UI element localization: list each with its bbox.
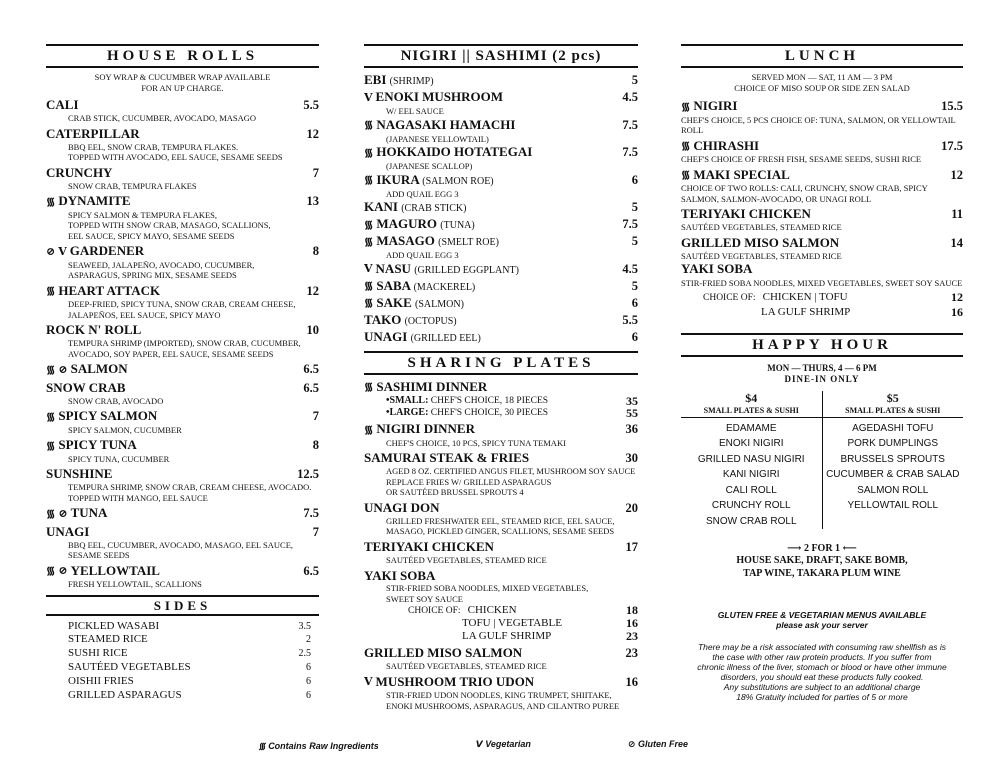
- item-name: SAMURAI STEAK & FRIES: [364, 450, 530, 466]
- option-row: [681, 291, 963, 304]
- happy-hour-item: EDAMAME: [725, 422, 777, 434]
- option-price: 12: [951, 289, 963, 304]
- menu-item: [364, 278, 638, 295]
- side-row: [46, 661, 319, 675]
- item-price: 20: [625, 500, 638, 515]
- vegetarian-icon: Ⅴ: [58, 245, 67, 258]
- side-name: OISHII FRIES: [68, 674, 134, 687]
- option-row: [364, 617, 638, 630]
- menu-item: [46, 466, 319, 503]
- menu-item: [46, 243, 319, 281]
- gluten-free-icon: ⊘: [58, 565, 68, 578]
- house-rolls-note: SOY WRAP & CUCUMBER WRAP AVAILABLE FOR AN UP CHARGE.: [94, 72, 271, 93]
- item-desc: BBQ EEL, SNOW CRAB, TEMPURA FLAKES. TOPPED WITH AVOCADO, EEL SAUCE, SESAME SEEDS: [68, 141, 283, 162]
- option-name: CHICKEN | TOFU: [762, 290, 848, 303]
- lunch-heading: LUNCH: [681, 44, 963, 68]
- side-row: [46, 647, 319, 661]
- item-name: EBI: [364, 72, 387, 87]
- raw-fish-icon: ᯾: [681, 140, 691, 153]
- item-price: 5: [631, 73, 638, 87]
- vegetarian-icon: Ⅴ: [364, 676, 373, 689]
- raw-fish-icon: ᯾: [46, 507, 56, 520]
- item-name: KANI: [364, 199, 398, 214]
- item-price: 4.5: [622, 90, 638, 104]
- two-for-one: [681, 543, 963, 554]
- item-name: ENOKI MUSHROOM: [375, 89, 504, 104]
- menu-item: [364, 72, 638, 89]
- raw-fish-icon: ᯾: [364, 297, 374, 310]
- menu-item: [364, 450, 638, 498]
- item-desc: STIR-FRIED SOBA NOODLES, MIXED VEGETABLES, SWEET SOY SAUCE: [681, 278, 963, 289]
- item-name: SPICY SALMON: [58, 408, 158, 424]
- option-price: 18: [626, 603, 638, 618]
- raw-fish-icon: ᯾: [46, 565, 56, 578]
- happy-hour-item: YELLOWTAIL ROLL: [847, 500, 939, 512]
- item-price: 5: [631, 234, 638, 248]
- sashimi-dinner-item: [364, 379, 638, 420]
- item-desc: SNOW CRAB, TEMPURA FLAKES: [68, 180, 197, 191]
- menu-item: [364, 144, 638, 172]
- raw-fish-icon: ᯾: [364, 235, 374, 248]
- item-name: MUSHROOM TRIO UDON: [375, 673, 535, 689]
- item-price: 12: [950, 167, 963, 182]
- item-desc: CHEF'S CHOICE OF FRESH FISH, SESAME SEEDS, SUSHI RICE: [681, 154, 922, 165]
- menu-item: [364, 329, 638, 346]
- menu-item: [364, 674, 638, 712]
- side-price: 6: [306, 675, 311, 687]
- item-price: 14: [950, 235, 963, 250]
- menu-item: [46, 361, 319, 378]
- item-subtitle: (SALMON ROE): [422, 175, 494, 187]
- lunch-note: SERVED MON — SAT, 11 AM — 3 PM CHOICE OF MISO SOUP OR SIDE ZEN SALAD: [734, 72, 910, 93]
- menu-item: [681, 206, 963, 233]
- item-name: SAKE: [376, 294, 412, 310]
- raw-disclaimer: There may be a risk associated with consuming raw shellfish as is the case with other raw protein products. If you suffer from chronic illness of the liver, stomach or blood or have other immune disorders, you should eat these products fully cooked. Any substitutions are subject to an additional charge 18% Gratuity included for parties of 5 or more: [697, 642, 947, 703]
- item-name: YELLOWTAIL: [70, 562, 160, 578]
- item-price: 7.5: [303, 506, 319, 521]
- side-name: SAUTÉED VEGETABLES: [68, 661, 191, 674]
- item-desc: TEMPURA SHRIMP (IMPORTED), SNOW CRAB, CUCUMBER, AVOCADO, SOY PAPER, EEL SAUCE, SESAME SEEDS: [68, 338, 301, 359]
- item-name: SABA: [376, 277, 411, 293]
- item-name: SPICY TUNA: [58, 437, 137, 453]
- gluten-free-icon: ⊘: [58, 363, 68, 376]
- happy-hour-item: CUCUMBER & CRAB SALAD: [826, 469, 960, 481]
- menu-item: [364, 539, 638, 566]
- item-desc: FRESH YELLOWTAIL, SCALLIONS: [68, 579, 202, 590]
- menu-item: [46, 126, 319, 163]
- raw-fish-icon: ᯾: [46, 285, 56, 298]
- menu-item: [681, 167, 963, 205]
- menu-item: [364, 89, 638, 117]
- item-desc: SAUTÉED VEGETABLES, STEAMED RICE: [386, 661, 547, 672]
- item-subtitle: (SALMON): [415, 298, 464, 310]
- menu-item: [364, 645, 638, 672]
- item-price: 6.5: [303, 563, 319, 578]
- item-price: 7: [312, 409, 319, 424]
- item-name: MASAGO: [376, 233, 435, 248]
- price-tier: $5: [886, 390, 899, 405]
- option-price: 16: [951, 304, 963, 319]
- happy-hour-item: CRUNCHY ROLL: [711, 500, 791, 512]
- item-price: 6.5: [303, 380, 319, 395]
- item-name: GRILLED MISO SALMON: [681, 234, 840, 250]
- item-price: 12.5: [297, 467, 319, 482]
- option-name: CHICKEN: [467, 604, 517, 617]
- item-name: NIGIRI: [693, 98, 738, 113]
- item-name: YAKI SOBA: [364, 568, 436, 584]
- menu-item: [364, 295, 638, 312]
- item-subtitle: (OCTOPUS): [404, 315, 457, 327]
- item-name: MAKI SPECIAL: [693, 166, 790, 182]
- raw-fish-icon: ᯾: [681, 100, 691, 113]
- item-name: DYNAMITE: [58, 193, 131, 208]
- lunch-list: [681, 98, 963, 261]
- happy-hour-menu: [681, 391, 963, 530]
- option-name: LA GULF SHRIMP: [462, 630, 552, 643]
- happy-hour-item: BRUSSELS SPROUTS: [840, 453, 945, 465]
- item-desc: CHOICE OF TWO ROLLS: CALI, CRUNCHY, SNOW CRAB, SPICY SALMON, SALMON-AVOCADO, OR UNAGI ROLL: [681, 183, 928, 204]
- house-rolls-heading: HOUSE ROLLS: [46, 44, 319, 68]
- nigiri-heading: NIGIRI || SASHIMI (2 pcs): [364, 44, 638, 68]
- item-name: IKURA: [376, 171, 419, 187]
- side-name: SUSHI RICE: [68, 647, 128, 660]
- item-price: 7.5: [622, 217, 638, 231]
- size-desc: CHEF'S CHOICE, 18 PIECES: [430, 396, 549, 407]
- item-price: 11: [951, 207, 963, 222]
- happy-hour-item: PORK DUMPLINGS: [847, 438, 939, 450]
- item-desc: STIR-FRIED SOBA NOODLES, MIXED VEGETABLES, SWEET SOY SAUCE: [386, 583, 589, 604]
- menu-item: [364, 312, 638, 329]
- menu-item: [46, 322, 319, 359]
- item-desc: CRAB STICK, CUCUMBER, AVOCADO, MASAGO: [68, 113, 257, 123]
- raw-fish-icon: ᯾: [364, 146, 374, 159]
- side-price: 6: [306, 662, 311, 674]
- item-desc: W/ EEL SAUCE: [386, 106, 444, 116]
- item-name: HOKKAIDO HOTATEGAI: [376, 144, 533, 159]
- item-price: 7.5: [622, 145, 638, 159]
- happy-hour-item: ENOKI NIGIRI: [719, 438, 784, 450]
- house-rolls-list: [46, 97, 319, 590]
- gluten-free-icon: ⊘: [46, 245, 56, 258]
- menu-item: [364, 421, 638, 448]
- menu-item: [681, 235, 963, 262]
- menu-item: [364, 216, 638, 233]
- gluten-free-icon: ⊘: [58, 507, 68, 520]
- item-price: 10: [306, 323, 319, 338]
- sides-table: [46, 620, 319, 703]
- item-desc: TEMPURA SHRIMP, SNOW CRAB, CREAM CHEESE, AVOCADO. TOPPED WITH MANGO, EEL SAUCE: [68, 482, 312, 503]
- sharing-heading: SHARING PLATES: [364, 351, 638, 375]
- item-price: 17.5: [941, 138, 963, 153]
- menu-item: [681, 98, 963, 136]
- item-price: 30: [625, 451, 638, 466]
- item-price: 7.5: [622, 117, 638, 132]
- item-desc: SAUTÉED VEGETABLES, STEAMED RICE: [386, 554, 547, 565]
- happy-hour-heading: HAPPY HOUR: [681, 333, 963, 357]
- item-price: 8: [312, 244, 319, 259]
- menu-item: [46, 563, 319, 590]
- yaki-soba-item: [364, 568, 638, 643]
- item-name: NIGIRI DINNER: [376, 421, 475, 437]
- side-name: GRILLED ASPARAGUS: [68, 688, 182, 701]
- item-name: SUNSHINE: [46, 466, 113, 482]
- side-row: [46, 675, 319, 689]
- item-price: 5.5: [303, 98, 319, 112]
- item-name: HEART ATTACK: [58, 282, 161, 298]
- side-row: [46, 689, 319, 703]
- item-name: MAGURO: [376, 216, 438, 231]
- lunch-column: [681, 44, 963, 702]
- side-price: 2: [306, 634, 311, 646]
- menu-item: [46, 437, 319, 464]
- gluten-free-icon: ⊘: [627, 739, 636, 749]
- menu-item: [364, 199, 638, 216]
- item-name: ROCK N' ROLL: [46, 322, 142, 338]
- size-label: •SMALL:: [386, 395, 429, 407]
- item-desc: BBQ EEL, CUCUMBER, AVOCADO, MASAGO, EEL SAUCE, SESAME SEEDS: [68, 539, 294, 561]
- item-price: 8: [312, 438, 319, 453]
- item-name: TERIYAKI CHICKEN: [681, 206, 811, 222]
- nigiri-column: [364, 44, 638, 711]
- menu-item: [46, 283, 319, 321]
- item-price: 12: [306, 283, 319, 298]
- arrow-left-icon: ⟵: [842, 543, 857, 555]
- side-price: 3.5: [298, 620, 311, 632]
- menu-item: [364, 500, 638, 537]
- two-for-one-label: 2 FOR 1: [803, 543, 841, 555]
- raw-fish-icon: ᯾: [364, 280, 374, 293]
- raw-fish-icon: ᯾: [364, 381, 374, 394]
- happy-hour-item: CALI ROLL: [725, 484, 777, 496]
- raw-fish-icon: ᯾: [364, 174, 374, 187]
- item-name: CATERPILLAR: [46, 125, 140, 141]
- option-name: LA GULF SHRIMP: [761, 305, 851, 318]
- item-price: 15.5: [941, 99, 963, 113]
- item-price: 55: [626, 406, 638, 421]
- item-name: UNAGI DON: [364, 499, 440, 515]
- option-row: [364, 630, 638, 643]
- vegetarian-icon: Ⅴ: [364, 263, 373, 276]
- menu-item: [681, 138, 963, 165]
- item-desc: (JAPANESE SCALLOP): [386, 161, 473, 171]
- menu-item: [46, 505, 319, 522]
- item-price: 7: [312, 165, 319, 180]
- raw-fish-icon: ᯾: [364, 218, 374, 231]
- menu-item: [46, 165, 319, 192]
- item-price: 16: [625, 674, 638, 689]
- raw-fish-icon: ᯾: [364, 423, 374, 436]
- arrow-right-icon: ⟶: [787, 543, 802, 555]
- menu-item: [46, 193, 319, 241]
- item-name: TUNA: [70, 505, 108, 521]
- gf-veg-notice: GLUTEN FREE & VEGETARIAN MENUS AVAILABLE please ask your server: [717, 610, 927, 631]
- item-desc: SPICY SALMON, CUCUMBER: [68, 424, 182, 435]
- sharing-list: [364, 379, 638, 712]
- item-subtitle: (MACKEREL): [413, 281, 476, 293]
- tier-label: SMALL PLATES & SUSHI: [823, 406, 964, 418]
- item-price: 5: [631, 278, 638, 293]
- option-name: TOFU | VEGETABLE: [462, 617, 562, 630]
- item-desc: CHEF'S CHOICE, 5 PCS CHOICE OF: TUNA, SALMON, OR YELLOWTAIL ROLL: [681, 114, 956, 136]
- vegetarian-icon: Ⅴ: [364, 91, 373, 104]
- item-desc: STIR-FRIED UDON NOODLES, KING TRUMPET, SHIITAKE, ENOKI MUSHROOMS, ASPARAGUS, AND CILANTRO PUREE: [386, 690, 620, 711]
- item-name: UNAGI: [364, 328, 408, 344]
- item-desc: SEAWEED, JALAPEÑO, AVOCADO, CUCUMBER, ASPARAGUS, SPRING MIX, SESAME SEEDS: [68, 259, 255, 281]
- item-subtitle: (GRILLED EEL): [410, 332, 481, 344]
- raw-fish-icon: ᯾: [364, 119, 374, 132]
- two-for-one-desc: HOUSE SAKE, DRAFT, SAKE BOMB, TAP WINE, TAKARA PLUM WINE: [736, 555, 908, 580]
- item-price: 13: [306, 194, 319, 208]
- happy-hour-5-column: [822, 391, 964, 530]
- item-desc: (JAPANESE YELLOWTAIL): [386, 133, 489, 144]
- menu-item: [364, 261, 638, 278]
- item-subtitle: (CRAB STICK): [401, 203, 467, 214]
- side-name: PICKLED WASABI: [68, 619, 160, 632]
- option-price: 23: [626, 629, 638, 644]
- raw-fish-icon: ᯾: [46, 195, 56, 208]
- menu-item: [46, 97, 319, 124]
- item-name: SALMON: [70, 361, 128, 377]
- raw-fish-icon: ᯾: [46, 363, 56, 376]
- item-desc: CHEF'S CHOICE, 10 PCS, SPICY TUNA TEMAKI: [386, 437, 566, 448]
- legend: [258, 739, 688, 752]
- item-name: SNOW CRAB: [46, 379, 126, 395]
- item-desc: SAUTÉED VEGETABLES, STEAMED RICE: [681, 250, 842, 261]
- item-subtitle: (GRILLED EGGPLANT): [414, 264, 519, 276]
- item-name: TERIYAKI CHICKEN: [364, 538, 494, 554]
- happy-hour-4-column: [681, 391, 822, 530]
- item-price: 6: [631, 172, 638, 187]
- side-row: [46, 620, 319, 634]
- item-desc: ADD QUAIL EGG 3: [386, 250, 459, 260]
- menu-item: [46, 524, 319, 561]
- raw-fish-icon: ᯾: [46, 410, 56, 423]
- option-row: [364, 604, 638, 617]
- raw-fish-icon: ᯾: [46, 439, 56, 452]
- legend-raw: ᯾ Contains Raw Ingredients: [258, 741, 379, 751]
- happy-hour-item: SNOW CRAB ROLL: [705, 515, 797, 527]
- size-label: •LARGE:: [386, 407, 429, 419]
- choice-label: CHOICE OF:: [408, 606, 461, 617]
- item-subtitle: (TUNA): [440, 220, 475, 231]
- house-rolls-column: [46, 44, 319, 702]
- item-name: GARDENER: [69, 243, 145, 259]
- item-price: 7: [312, 524, 319, 539]
- menu-item: [364, 233, 638, 261]
- raw-fish-icon: ᯾: [681, 169, 691, 182]
- menu-item: [364, 117, 638, 145]
- sides-heading: SIDES: [46, 595, 319, 616]
- side-name: STEAMED RICE: [68, 633, 148, 646]
- raw-fish-icon: ᯾: [258, 741, 266, 751]
- item-price: 36: [625, 422, 638, 437]
- happy-hour-item: SALMON ROLL: [857, 484, 929, 496]
- option-row: [681, 306, 963, 319]
- item-price: 35: [626, 394, 638, 409]
- item-subtitle: (SMELT ROE): [438, 237, 499, 248]
- legend-veg: Ⅴ Vegetarian: [475, 739, 531, 749]
- legend-gf: ⊘ Gluten Free: [627, 739, 688, 749]
- menu-item: [364, 172, 638, 200]
- item-price: 23: [625, 646, 638, 661]
- side-row: [46, 633, 319, 647]
- item-name: CRUNCHY: [46, 164, 113, 180]
- option-price: 16: [626, 616, 638, 631]
- choice-label: CHOICE OF:: [703, 292, 756, 303]
- item-price: 5: [631, 200, 638, 214]
- item-desc: AGED 8 OZ. CERTIFIED ANGUS FILET, MUSHROOM SOY SAUCE REPLACE FRIES W/ GRILLED ASPARAGUS OR SAUTÉED BRUSSEL SPROUTS 4: [386, 466, 636, 498]
- item-price: 6.5: [303, 362, 319, 377]
- item-desc: SNOW CRAB, AVOCADO: [68, 395, 164, 406]
- menu-item: [46, 380, 319, 407]
- item-price: 6: [631, 329, 638, 344]
- happy-hour-item: AGEDASHI TOFU: [852, 422, 934, 434]
- item-price: 12: [306, 126, 319, 141]
- vegetarian-icon: Ⅴ: [475, 739, 483, 749]
- item-name: TAKO: [364, 311, 402, 327]
- item-name: CALI: [46, 97, 79, 112]
- item-subtitle: (SHRIMP): [389, 76, 434, 87]
- item-name: UNAGI: [46, 523, 90, 539]
- side-price: 2.5: [298, 648, 311, 660]
- happy-hour-item: KANI NIGIRI: [722, 469, 780, 481]
- item-desc: SAUTÉED VEGETABLES, STEAMED RICE: [681, 222, 842, 233]
- item-desc: DEEP-FRIED, SPICY TUNA, SNOW CRAB, CREAM CHEESE, JALAPEÑOS, EEL SAUCE, SPICY MAYO: [68, 299, 296, 320]
- item-price: 6: [631, 295, 638, 310]
- item-price: 17: [625, 539, 638, 554]
- item-desc: SPICY TUNA, CUCUMBER: [68, 453, 170, 464]
- lunch-yaki-soba-item: [681, 261, 963, 319]
- happy-hour-time: MON — THURS, 4 — 6 PM: [767, 362, 877, 373]
- item-desc: ADD QUAIL EGG 3: [386, 188, 459, 199]
- item-price: 4.5: [622, 261, 638, 276]
- size-desc: CHEF'S CHOICE, 30 PIECES: [430, 408, 549, 419]
- dine-in-only: DINE-IN ONLY: [784, 373, 860, 384]
- item-name: NAGASAKI HAMACHI: [376, 116, 516, 132]
- item-price: 5.5: [622, 312, 638, 327]
- item-desc: GRILLED FRESHWATER EEL, STEAMED RICE, EEL SAUCE, MASAGO, PICKLED GINGER, SCALLIONS, SESAME SEEDS: [386, 515, 615, 537]
- item-name: CHIRASHI: [693, 137, 760, 153]
- tier-label: SMALL PLATES & SUSHI: [681, 406, 822, 418]
- item-name: YAKI SOBA: [681, 261, 753, 277]
- item-name: SASHIMI DINNER: [376, 378, 488, 394]
- item-name: GRILLED MISO SALMON: [364, 645, 523, 661]
- nigiri-list: [364, 72, 638, 346]
- menu-item: [46, 408, 319, 435]
- item-desc: SPICY SALMON & TEMPURA FLAKES, TOPPED WITH SNOW CRAB, MASAGO, SCALLIONS, EEL SAUCE, SPICY MAYO, SESAME SEEDS: [68, 209, 271, 241]
- happy-hour-item: GRILLED NASU NIGIRI: [697, 453, 805, 465]
- item-name: NASU: [375, 260, 411, 276]
- price-tier: $4: [745, 390, 758, 405]
- side-price: 6: [306, 689, 311, 701]
